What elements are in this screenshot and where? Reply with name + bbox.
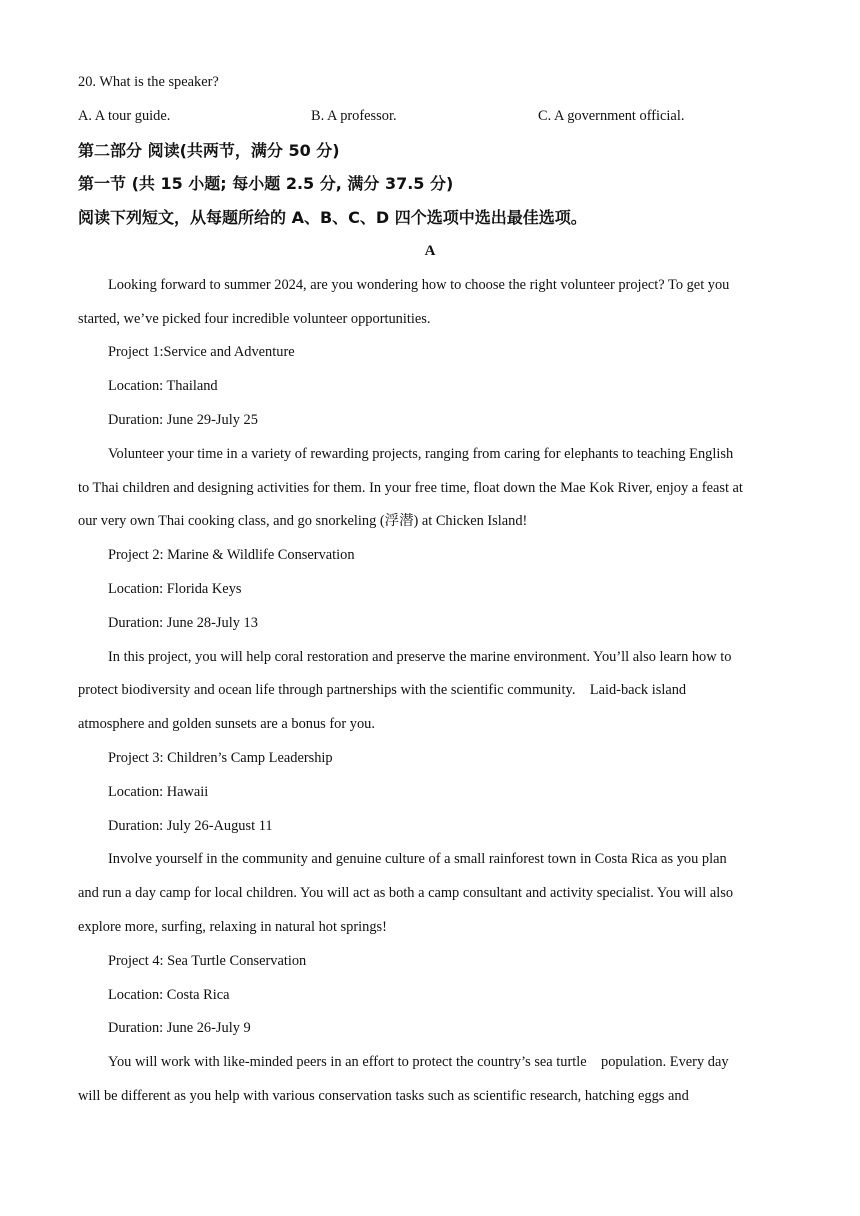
project-description-line: to Thai children and designing activities for them. In your free time, float down the Mae Kok River, enjoy a feast at: [78, 479, 743, 496]
project-title: Project 4: Sea Turtle Conservation: [108, 952, 307, 969]
project-description-line: Involve yourself in the community and genuine culture of a small rainforest town in Costa Rica as you plan: [108, 851, 727, 868]
project-duration: Duration: June 26-July 9: [108, 1020, 251, 1037]
question-options: [78, 100, 782, 134]
project-description-line: Volunteer your time in a variety of rewarding projects, ranging from caring for elephants to teaching English: [108, 445, 734, 462]
intro-line: Looking forward to summer 2024, are you wondering how to choose the right volunteer project? To get you: [108, 276, 730, 293]
project-title: Project 2: Marine & Wildlife Conservation: [108, 547, 355, 564]
project-location: Location: Hawaii: [108, 783, 209, 800]
project-location: Location: Florida Keys: [108, 580, 242, 597]
project-duration: Duration: June 28-July 13: [108, 614, 258, 631]
document-page: [78, 66, 782, 1114]
passage-label: A: [424, 242, 436, 259]
question-stem: 20. What is the speaker?: [78, 74, 219, 90]
part-title: 第二部分 阅读(共两节，满分 50 分): [78, 140, 340, 160]
section-title: 第一节 (共 15 小题; 每小题 2.5 分, 满分 37.5 分): [78, 174, 454, 194]
project-description-line: and run a day camp for local children. You will act as both a camp consultant and activity specialist. You will also: [78, 885, 734, 902]
instruction: 阅读下列短文，从每题所给的 A、B、C、D 四个选项中选出最佳选项。: [78, 208, 587, 228]
project-title: Project 1:Service and Adventure: [108, 344, 295, 361]
project-duration: Duration: June 29-July 25: [108, 411, 258, 428]
option-c: C. A government official.: [538, 107, 685, 124]
intro-line: started, we’ve picked four incredible volunteer opportunities.: [78, 310, 431, 327]
project-description-line: protect biodiversity and ocean life through partnerships with the scientific community. Laid-back island: [78, 682, 687, 699]
option-a: A. A tour guide.: [78, 107, 171, 124]
option-b: B. A professor.: [311, 107, 397, 124]
project-description-line: explore more, surfing, relaxing in natural hot springs!: [78, 918, 387, 935]
project-description-line: In this project, you will help coral restoration and preserve the marine environment. You’ll also learn how to: [108, 648, 732, 665]
project-location: Location: Costa Rica: [108, 986, 230, 1003]
project-duration: Duration: July 26-August 11: [108, 817, 273, 834]
project-title: Project 3: Children’s Camp Leadership: [108, 749, 333, 766]
project-description-line: our very own Thai cooking class, and go snorkeling (浮潜) at Chicken Island!: [78, 513, 528, 530]
project-location: Location: Thailand: [108, 378, 218, 395]
project-description-line: atmosphere and golden sunsets are a bonus for you.: [78, 716, 375, 733]
project-description-line: will be different as you help with various conservation tasks such as scientific research, hatching eggs and: [78, 1087, 689, 1104]
project-description-line: You will work with like-minded peers in an effort to protect the country’s sea turtle population. Every day: [108, 1054, 729, 1071]
